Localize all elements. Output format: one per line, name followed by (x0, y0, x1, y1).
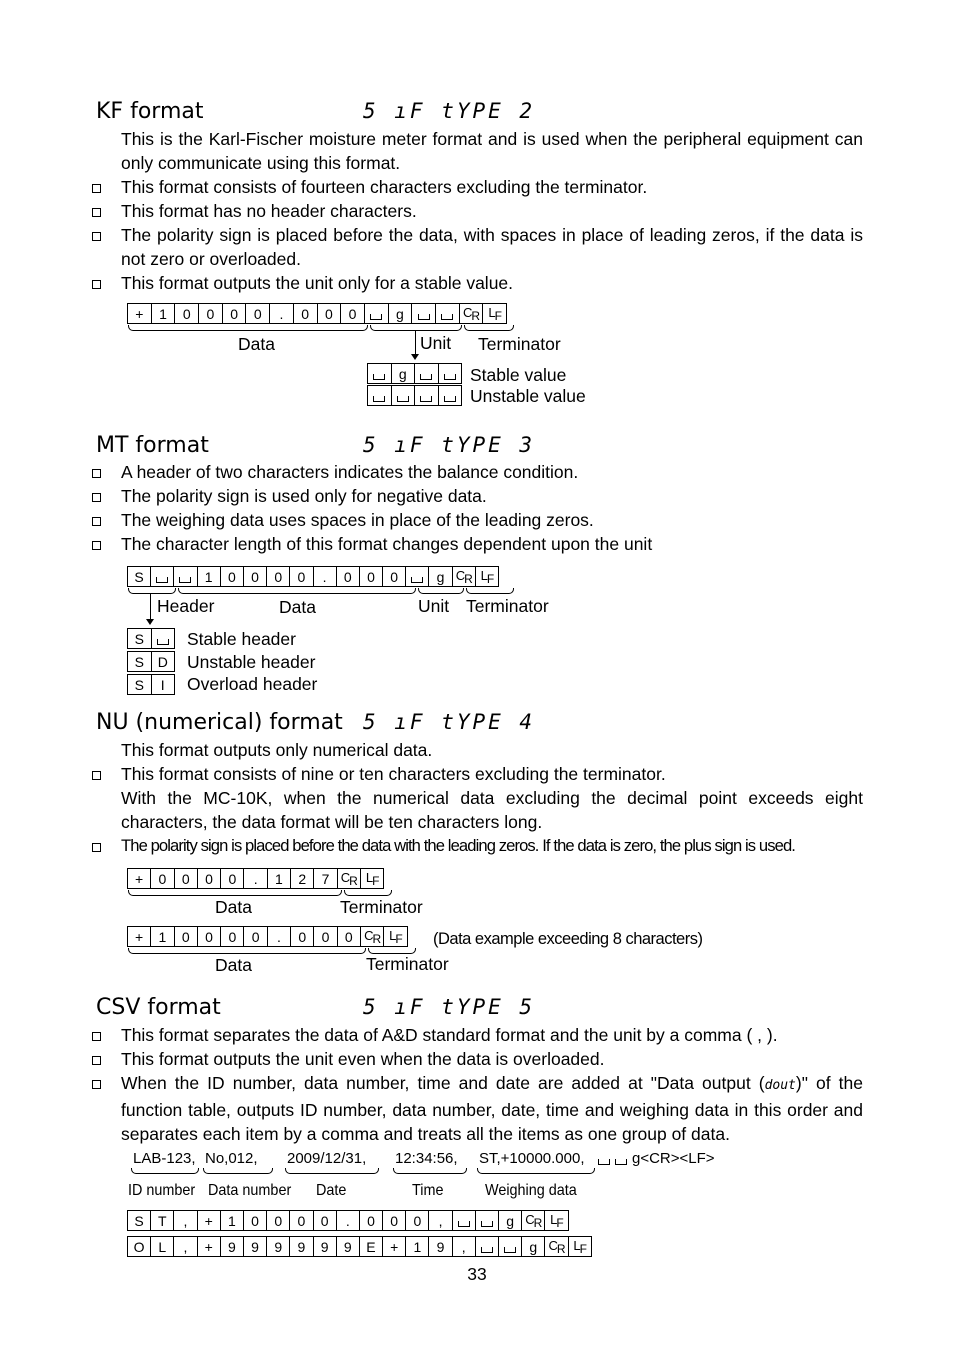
char-cell: . (269, 303, 294, 324)
char-cell: + (127, 926, 151, 947)
brace-data (128, 890, 342, 896)
space-symbol-icon (615, 1159, 627, 1165)
char-cell: T (150, 1210, 174, 1231)
char-cell: 0 (150, 868, 174, 889)
char-cell: S (127, 674, 152, 695)
char-cell: 9 (336, 1236, 360, 1257)
csv-example-time: 12:34:56, (395, 1150, 458, 1167)
lf-cell (568, 1236, 592, 1257)
char-cell: E (359, 1236, 383, 1257)
brace-unit (370, 325, 462, 331)
bullet-icon (92, 1056, 101, 1065)
cr-symbol: $C_R$ (340, 869, 357, 888)
char-cell: + (127, 303, 152, 324)
space-symbol-icon (370, 314, 382, 320)
arrow-line (415, 330, 416, 356)
bullet-icon (92, 184, 101, 193)
char-cell: 1 (197, 566, 221, 587)
char-cell: S (127, 1210, 151, 1231)
mt-title: MT format (96, 433, 209, 458)
char-cell: + (197, 1236, 221, 1257)
lf-symbol: $L_F$ (480, 567, 494, 586)
mt-code: 5 ıF tYPE 3 (363, 433, 536, 457)
space-cell (452, 1210, 476, 1231)
csv-label-date: Date (316, 1182, 347, 1199)
csv-bullet: This format outputs the unit even when the data is overloaded. (121, 1049, 605, 1069)
csv-code: 5 ıF tYPE 5 (363, 995, 536, 1019)
char-cell: 0 (220, 926, 244, 947)
cr-symbol: $C_R$ (525, 1211, 542, 1230)
brace-data (178, 588, 416, 594)
char-cell: 0 (197, 868, 221, 889)
space-cell (414, 385, 439, 406)
brace-id (131, 1168, 199, 1174)
cr-symbol: $C_R$ (455, 567, 472, 586)
cr-cell (337, 868, 361, 889)
nu-cell-row-1 (127, 868, 384, 889)
space-symbol-icon (444, 374, 456, 380)
lf-symbol: $L_F$ (550, 1211, 563, 1230)
space-cell (367, 363, 392, 384)
nu-label-data: Data (215, 897, 252, 917)
char-cell: + (127, 868, 151, 889)
char-cell: 0 (340, 303, 365, 324)
space-cell (475, 1236, 499, 1257)
lf-cell (360, 868, 384, 889)
kf-stable-row (367, 363, 462, 384)
bullet-icon (92, 1080, 101, 1089)
lf-cell (475, 566, 499, 587)
kf-bullet: The polarity sign is placed before the data, with spaces in place of leading zeros, if the data is not zero or overloaded. (121, 225, 863, 269)
mt-label-unit: Unit (418, 596, 450, 616)
bullet-icon (92, 280, 101, 289)
space-symbol-icon (157, 639, 169, 645)
csv-example-date: 2009/12/31, (287, 1150, 367, 1167)
char-cell: 0 (293, 303, 318, 324)
char-cell: + (197, 1210, 221, 1231)
mt-stable-header-label: Stable header (187, 629, 296, 649)
space-cell (151, 628, 176, 649)
char-cell: S (127, 628, 152, 649)
nu-note: (Data example exceeding 8 characters) (433, 930, 703, 948)
bullet-icon (92, 541, 101, 550)
brace-data (128, 948, 366, 954)
lf-cell (383, 926, 407, 947)
nu-intro: This format outputs only numerical data. (121, 740, 433, 760)
csv-cell-row-1 (127, 1210, 569, 1231)
space-cell (367, 385, 392, 406)
brace-terminator (464, 325, 514, 331)
arrow-down-icon (146, 619, 154, 625)
char-cell: g (391, 363, 416, 384)
brace-header (128, 588, 176, 594)
brace-num (203, 1168, 273, 1174)
csv-label-time: Time (412, 1182, 444, 1199)
brace-terminator (466, 588, 514, 594)
cr-cell (452, 566, 476, 587)
char-cell: 2 (290, 868, 314, 889)
char-cell: O (127, 1236, 151, 1257)
char-cell: S (127, 651, 152, 672)
char-cell: 0 (336, 566, 360, 587)
char-cell: 1 (220, 1210, 244, 1231)
char-cell: 0 (405, 1210, 429, 1231)
cr-symbol: $C_R$ (548, 1237, 565, 1256)
char-cell: g (498, 1210, 522, 1231)
nu-label-terminator: Terminator (340, 897, 423, 917)
mt-bullet: The character length of this format changes dependent upon the unit (121, 534, 653, 554)
csv-cell-row-2 (127, 1236, 592, 1257)
char-cell: 9 (266, 1236, 290, 1257)
char-cell: I (151, 674, 176, 695)
mt-unstable-header-row (127, 651, 175, 672)
space-symbol-icon (481, 1221, 493, 1227)
kf-unstable-label: Unstable value (470, 386, 586, 406)
cr-cell (360, 926, 384, 947)
kf-bullet: This format consists of fourteen characters excluding the terminator. (121, 177, 648, 197)
char-cell: 7 (313, 868, 337, 889)
mt-overload-header-label: Overload header (187, 674, 318, 694)
cr-cell (459, 303, 484, 324)
char-cell: 0 (266, 1210, 290, 1231)
csv-bullet: This format separates the data of A&D standard format and the unit by a comma ( , ). (121, 1025, 778, 1045)
char-cell: 0 (313, 1210, 337, 1231)
brace-data (128, 325, 368, 331)
kf-code: 5 ıF tYPE 2 (363, 99, 536, 123)
brace-weigh (477, 1168, 595, 1174)
space-cell (438, 385, 463, 406)
char-cell: 0 (198, 303, 223, 324)
char-cell: 0 (359, 1210, 383, 1231)
char-cell: . (336, 1210, 360, 1231)
brace-terminator (344, 890, 392, 896)
char-cell: 0 (243, 566, 267, 587)
nu-title: NU (numerical) format (96, 710, 343, 735)
bullet-icon (92, 208, 101, 217)
mt-stable-header-row (127, 628, 175, 649)
char-cell: . (267, 926, 291, 947)
lf-cell (482, 303, 507, 324)
space-symbol-icon (156, 577, 168, 583)
char-cell: 0 (382, 1210, 406, 1231)
bullet-icon (92, 517, 101, 526)
mt-unstable-header-label: Unstable header (187, 652, 316, 672)
char-cell: , (428, 1210, 452, 1231)
space-cell (475, 1210, 499, 1231)
space-symbol-icon (444, 396, 456, 402)
char-cell: 1 (150, 926, 174, 947)
brace-date (285, 1168, 379, 1174)
space-cell (435, 303, 460, 324)
mt-bullet: A header of two characters indicates the balance condition. (121, 462, 579, 482)
csv-example-num: No,012, (205, 1150, 258, 1167)
mt-label-terminator: Terminator (466, 596, 549, 616)
char-cell: 0 (220, 868, 244, 889)
char-cell: . (313, 566, 337, 587)
space-cell (498, 1236, 522, 1257)
nu-bullet-continuation: With the MC-10K, when the numerical data excluding the decimal point exceeds eight characters, the data format will be ten characters long. (121, 788, 863, 832)
char-cell: 0 (243, 926, 267, 947)
char-cell: 9 (243, 1236, 267, 1257)
char-cell: , (452, 1236, 476, 1257)
csv-bullet (121, 1071, 863, 1146)
space-cell (411, 303, 436, 324)
bullet-icon (92, 1032, 101, 1041)
brace-time (393, 1168, 467, 1174)
csv-title: CSV format (96, 995, 221, 1020)
csv-example-tail: g<CR><LF> (632, 1150, 715, 1167)
nu-bullet: The polarity sign is placed before the data with the leading zeros. If the data is zero, the plus sign is used. (121, 836, 796, 855)
space-cell (173, 566, 197, 587)
char-cell: g (521, 1236, 545, 1257)
char-cell: S (127, 566, 151, 587)
space-symbol-icon (418, 314, 430, 320)
mt-label-data: Data (279, 597, 316, 617)
bullet-icon (92, 843, 101, 852)
kf-unstable-row (367, 385, 462, 406)
bullet-icon (92, 469, 101, 478)
char-cell: 0 (313, 926, 337, 947)
char-cell: 0 (222, 303, 247, 324)
char-cell: 0 (174, 303, 199, 324)
kf-intro: This is the Karl-Fischer moisture meter format and is used when the peripheral equipment can only communicate using this format. (121, 129, 863, 173)
space-symbol-icon (598, 1159, 610, 1165)
cr-symbol: $C_R$ (462, 304, 479, 323)
arrow-line (150, 594, 151, 620)
nu-bullet: This format consists of nine or ten characters excluding the terminator. (121, 764, 666, 784)
space-symbol-icon (420, 396, 432, 402)
space-symbol-icon (411, 577, 423, 583)
arrow-down-icon (411, 354, 419, 360)
char-cell: 0 (220, 566, 244, 587)
bullet-icon (92, 493, 101, 502)
lf-symbol: $L_F$ (365, 869, 379, 888)
char-cell: 1 (267, 868, 291, 889)
cr-cell (521, 1210, 545, 1231)
lf-cell (544, 1210, 568, 1231)
space-cell (405, 566, 429, 587)
char-cell: 1 (151, 303, 176, 324)
char-cell: 0 (337, 926, 361, 947)
char-cell: . (243, 868, 267, 889)
char-cell: 1 (405, 1236, 429, 1257)
char-cell: + (382, 1236, 406, 1257)
char-cell: 0 (243, 1210, 267, 1231)
space-symbol-icon (373, 374, 385, 380)
lf-symbol: $L_F$ (573, 1237, 586, 1256)
space-symbol-icon (458, 1221, 470, 1227)
kf-stable-label: Stable value (470, 365, 567, 385)
csv-label-num: Data number (208, 1182, 292, 1199)
char-cell: L (150, 1236, 174, 1257)
kf-cell-row (127, 303, 507, 324)
lf-symbol: $L_F$ (389, 927, 402, 946)
space-symbol-icon (179, 577, 191, 583)
brace-unit (418, 588, 464, 594)
csv-example-id: LAB-123, (133, 1150, 196, 1167)
char-cell: D (151, 651, 176, 672)
char-cell: g (388, 303, 413, 324)
space-cell (438, 363, 463, 384)
char-cell: 9 (313, 1236, 337, 1257)
nu-cell-row-2 (127, 926, 408, 947)
mt-bullet: The polarity sign is used only for negative data. (121, 486, 487, 506)
space-cell (364, 303, 389, 324)
kf-label-data: Data (238, 334, 275, 354)
bullet-icon (92, 232, 101, 241)
char-cell: 0 (317, 303, 342, 324)
space-symbol-icon (481, 1247, 493, 1253)
char-cell: 9 (289, 1236, 313, 1257)
char-cell: 0 (289, 566, 313, 587)
cr-symbol: $C_R$ (364, 927, 381, 946)
lf-symbol: $L_F$ (488, 304, 501, 323)
nu-label-terminator: Terminator (366, 954, 449, 974)
csv-bullet-text-b: )" of the function table, outputs ID number, data number, date, time and weighing data in this order and separates each item by a comma and treats all the items as one group of data. (121, 1073, 863, 1144)
space-cell (150, 566, 174, 587)
kf-label-terminator: Terminator (478, 334, 561, 354)
csv-label-weigh: Weighing data (485, 1182, 577, 1199)
char-cell: 0 (174, 868, 198, 889)
char-cell: , (173, 1236, 197, 1257)
csv-example-weigh: ST,+10000.000, (479, 1150, 585, 1167)
char-cell: 0 (290, 926, 314, 947)
char-cell: 9 (220, 1236, 244, 1257)
char-cell: 0 (245, 303, 270, 324)
space-symbol-icon (504, 1247, 516, 1253)
space-symbol-icon (441, 314, 453, 320)
char-cell: , (173, 1210, 197, 1231)
nu-label-data: Data (215, 955, 252, 975)
char-cell: 0 (266, 566, 290, 587)
mt-label-header: Header (157, 596, 215, 616)
space-symbol-icon (420, 374, 432, 380)
csv-bullet-text-a: When the ID number, data number, time and date are added at "Data output ( (121, 1073, 765, 1093)
bullet-icon (92, 771, 101, 780)
space-cell (391, 385, 416, 406)
page-number: 33 (467, 1264, 487, 1284)
csv-dout-code: dout (764, 1078, 796, 1093)
char-cell: 0 (359, 566, 383, 587)
char-cell: 0 (174, 926, 198, 947)
nu-code: 5 ıF tYPE 4 (363, 710, 536, 734)
space-symbol-icon (373, 396, 385, 402)
space-symbol-icon (397, 396, 409, 402)
kf-label-unit: Unit (420, 333, 452, 353)
space-cell (414, 363, 439, 384)
kf-title: KF format (96, 99, 204, 124)
csv-label-id: ID number (128, 1182, 196, 1199)
mt-overload-header-row (127, 674, 175, 695)
kf-bullet: This format outputs the unit only for a stable value. (121, 273, 514, 293)
char-cell: g (428, 566, 452, 587)
cr-cell (544, 1236, 568, 1257)
char-cell: 0 (197, 926, 221, 947)
char-cell: 9 (428, 1236, 452, 1257)
kf-bullet: This format has no header characters. (121, 201, 417, 221)
mt-cell-row (127, 566, 499, 587)
char-cell: 0 (289, 1210, 313, 1231)
char-cell: 0 (382, 566, 406, 587)
mt-bullet: The weighing data uses spaces in place of the leading zeros. (121, 510, 594, 530)
